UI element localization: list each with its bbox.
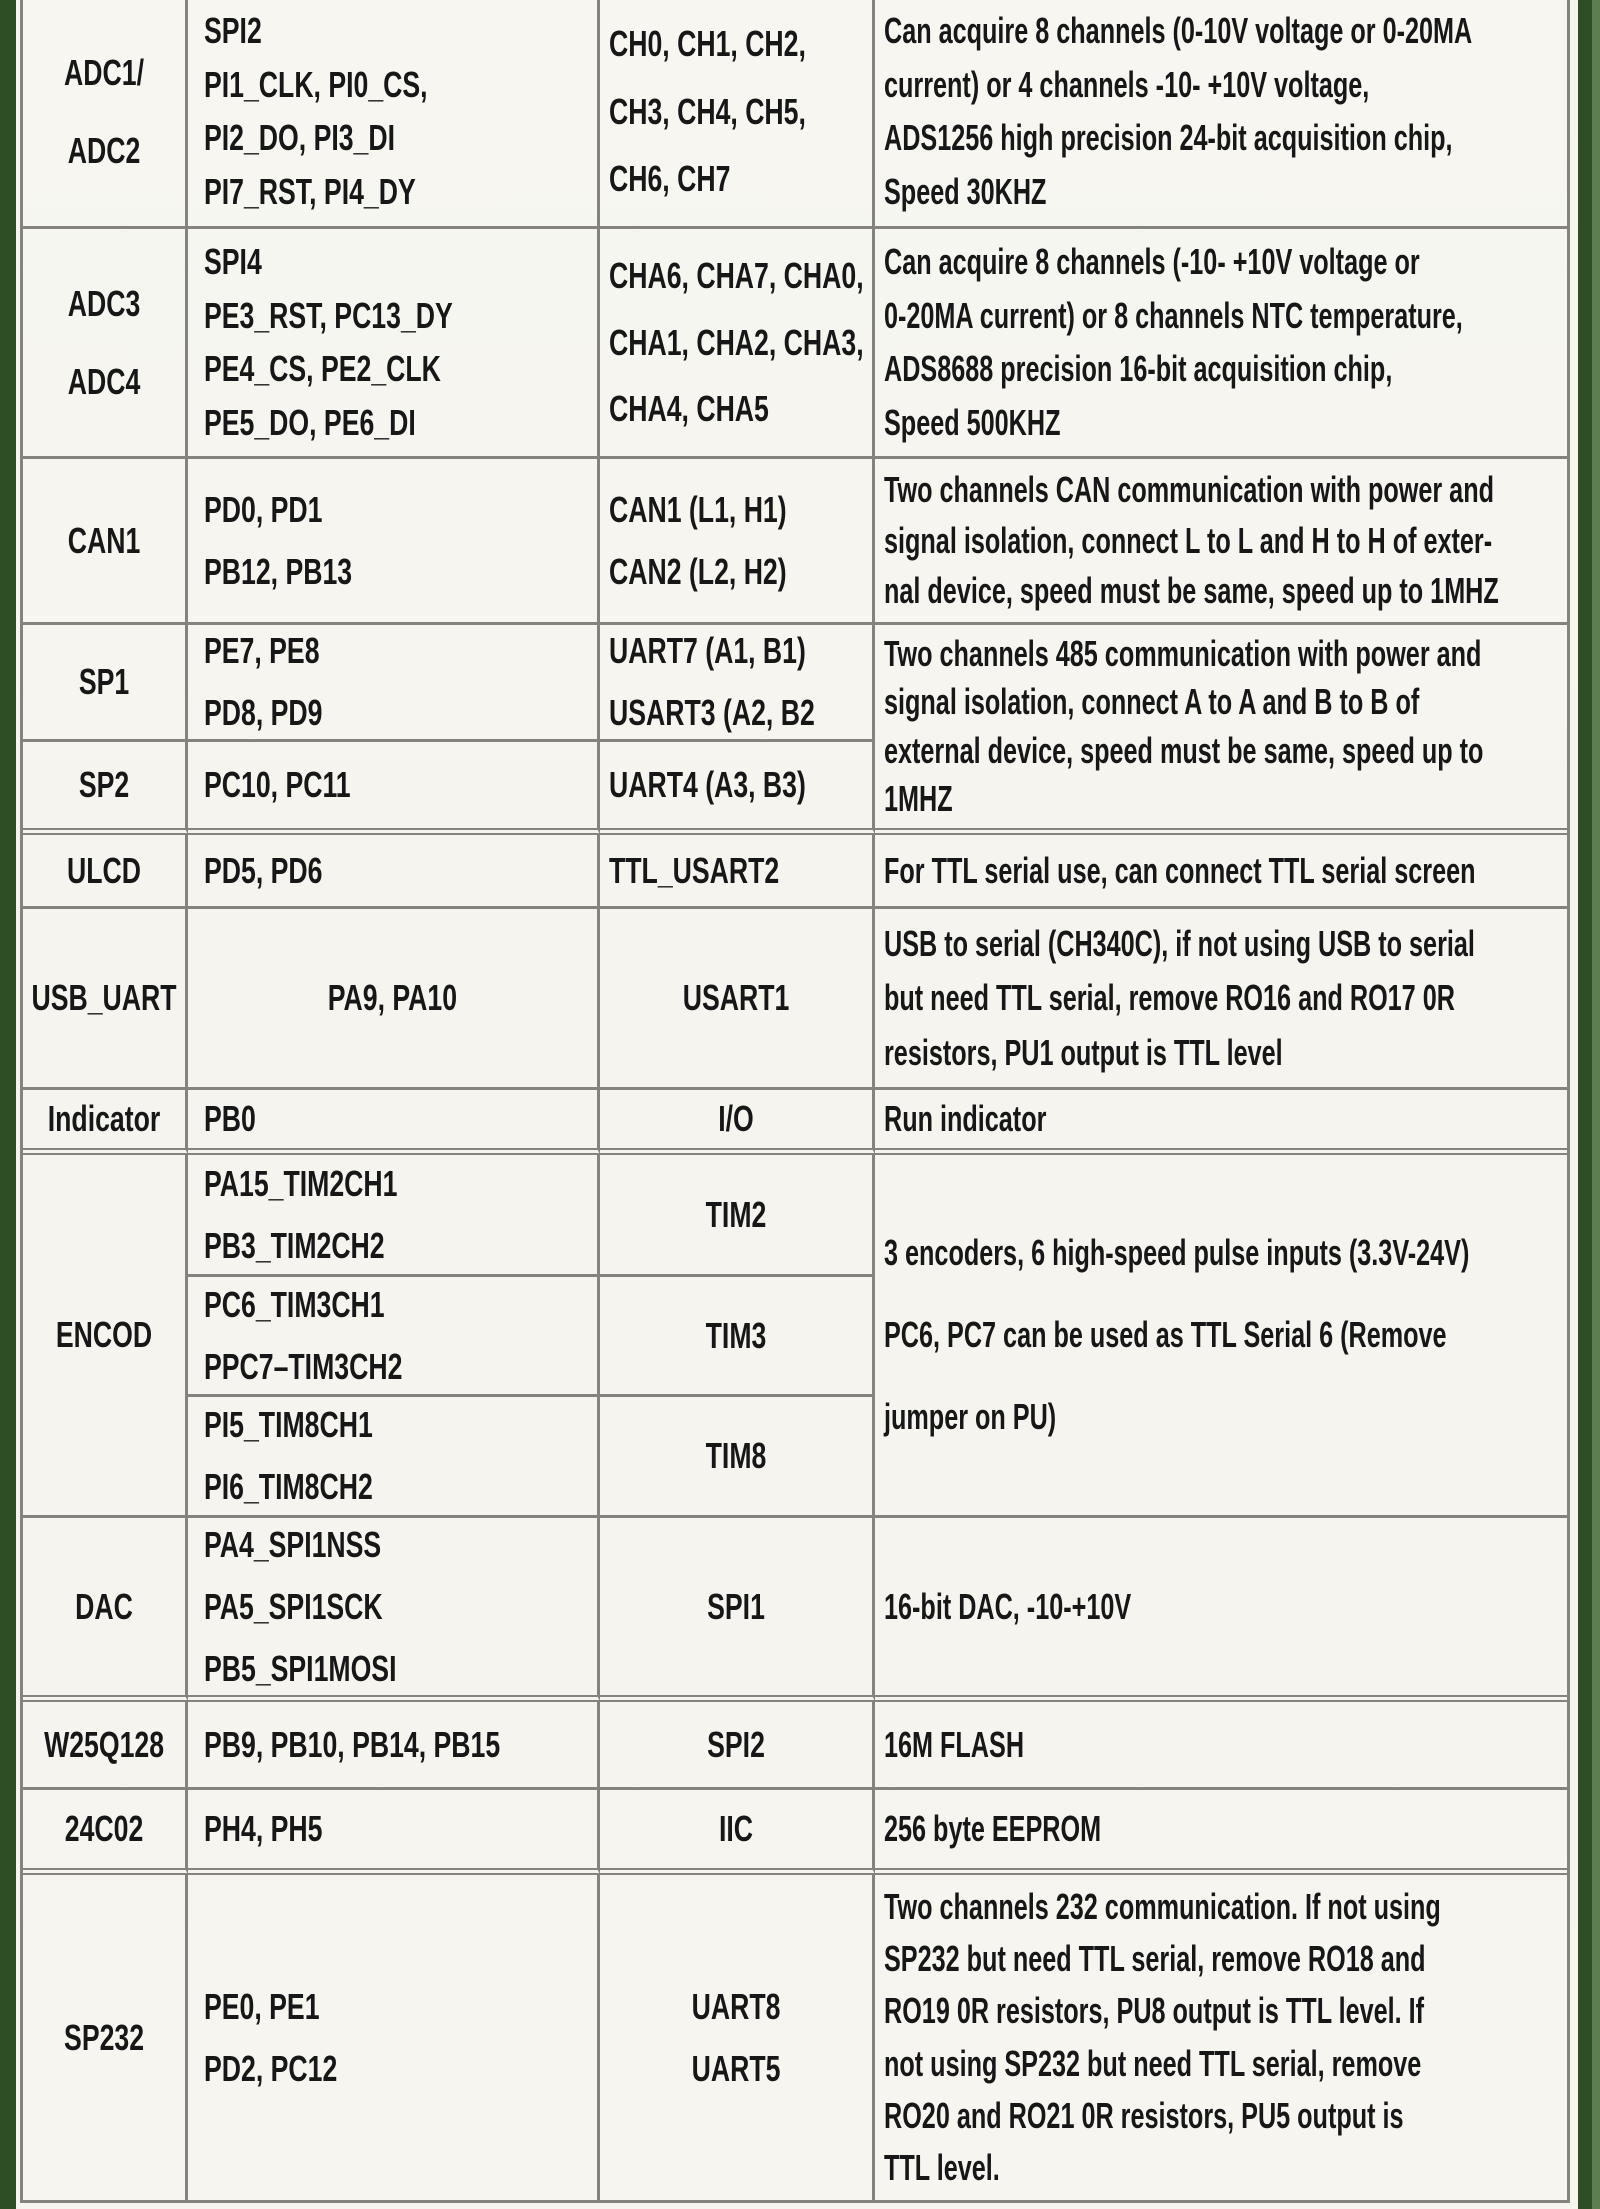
row-sp2-function-cell: [23, 742, 188, 835]
text-line: PA15_TIM2CH1: [204, 1162, 398, 1204]
row-sp1-pins-cell: [188, 625, 600, 742]
text-line: PD0, PD1: [204, 488, 323, 530]
row-dac-function-cell: [23, 1518, 188, 1702]
text-line: external device, speed must be same, speed up to: [884, 729, 1484, 771]
text-line: nal device, speed must be same, speed up to 1MHZ: [884, 570, 1499, 612]
text-line: CHA1, CHA2, CHA3,: [609, 321, 864, 363]
text-line: SPI2: [707, 1723, 765, 1765]
text-line: UART8: [691, 1985, 781, 2027]
text-line: ADC4: [67, 360, 141, 402]
text-line: 16-bit DAC, -10-+10V: [884, 1585, 1132, 1627]
text-line: PH4, PH5: [204, 1808, 323, 1849]
text-line: ADC3: [67, 282, 141, 324]
text-line: PC6_TIM3CH1: [204, 1283, 385, 1325]
text-line: For TTL serial use, can connect TTL serial screen: [884, 849, 1476, 891]
text-line: signal isolation, connect L to L and H to H of exter-: [884, 519, 1493, 561]
row-indicator-function-cell: [23, 1090, 188, 1155]
text-line: 3 encoders, 6 high-speed pulse inputs (3.3V-24V): [884, 1232, 1470, 1273]
text-line: PA9, PA10: [327, 977, 458, 1018]
text-line: TIM2: [705, 1193, 767, 1235]
text-line: 16M FLASH: [884, 1723, 1025, 1765]
row-indicator-pins-cell: [188, 1090, 600, 1155]
text-line: ADC2: [67, 129, 141, 171]
text-line: signal isolation, connect A to A and B to B of: [884, 681, 1420, 723]
row-can1-pins-cell: [188, 459, 600, 625]
text-line: SPI1: [707, 1585, 765, 1627]
row-sp2-pins-cell: [188, 742, 600, 835]
row-24c02-description-cell: [875, 1790, 1567, 1875]
row-ulcd-function-cell: [23, 835, 188, 909]
row-sp232-interface-cell: [600, 1875, 875, 2200]
row-dac-description-cell: [875, 1518, 1567, 1702]
text-line: ADC1/: [64, 51, 144, 93]
text-line: PC6, PC7 can be used as TTL Serial 6 (Remove: [884, 1314, 1447, 1355]
text-line: RO19 0R resistors, PU8 output is TTL level. If: [884, 1990, 1425, 2032]
photo-edge-strip: [1592, 0, 1600, 2209]
text-line: current) or 4 channels -10- +10V voltage,: [884, 63, 1370, 105]
text-line: PE3_RST, PC13_DY: [204, 294, 453, 336]
text-line: PB9, PB10, PB14, PB15: [204, 1723, 501, 1765]
text-line: Indicator: [47, 1098, 161, 1139]
text-line: 24C02: [64, 1808, 144, 1849]
row-indicator-description-cell: [875, 1090, 1567, 1155]
text-line: IIC: [718, 1808, 754, 1849]
row-sp1-function-cell: [23, 625, 188, 742]
text-line: TTL_USART2: [609, 849, 780, 891]
text-line: Two channels 232 communication. If not using: [884, 1886, 1441, 1928]
row-adc1-adc2-description-cell: [875, 0, 1567, 229]
row-w25q128-pins-cell: [188, 1702, 600, 1790]
text-line: USART3 (A2, B2: [609, 692, 815, 733]
text-line: PI5_TIM8CH1: [204, 1404, 373, 1445]
row-usb-uart-description-cell: [875, 909, 1567, 1090]
text-line: Run indicator: [884, 1098, 1047, 1139]
row-w25q128-description-cell: [875, 1702, 1567, 1790]
row-usb-uart-pins-cell: [188, 909, 600, 1090]
text-line: ADS8688 precision 16-bit acquisition chip,: [884, 348, 1393, 390]
text-line: PE4_CS, PE2_CLK: [204, 348, 441, 390]
text-line: Two channels 485 communication with power and: [884, 632, 1482, 674]
text-line: PB5_SPI1MOSI: [204, 1647, 397, 1689]
row-sp232-pins-cell: [188, 1875, 600, 2200]
text-line: CHA4, CHA5: [609, 388, 769, 430]
text-line: PD5, PD6: [204, 849, 323, 891]
row-ulcd-description-cell: [875, 835, 1567, 909]
text-line: PA4_SPI1NSS: [204, 1523, 382, 1565]
text-line: UART4 (A3, B3): [609, 764, 806, 805]
text-line: but need TTL serial, remove RO16 and RO17 0R: [884, 977, 1455, 1018]
text-line: PI2_DO, PI3_DI: [204, 117, 396, 159]
row-dac-interface-cell: [600, 1518, 875, 1702]
text-line: CH6, CH7: [609, 157, 731, 199]
row-encod-tim2-function-cell: [23, 1155, 188, 1518]
text-line: SP232 but need TTL serial, remove RO18 and: [884, 1938, 1426, 1980]
row-24c02-function-cell: [23, 1790, 188, 1875]
text-line: CAN1 (L1, H1): [609, 488, 787, 530]
text-line: Speed 500KHZ: [884, 401, 1061, 443]
row-adc3-adc4-description-cell: [875, 229, 1567, 459]
row-encod-tim3-interface-cell: [600, 1277, 875, 1397]
text-line: PE0, PE1: [204, 1985, 320, 2027]
row-can1-function-cell: [23, 459, 188, 625]
row-w25q128-interface-cell: [600, 1702, 875, 1790]
text-line: PE7, PE8: [204, 630, 320, 671]
text-line: PB12, PB13: [204, 550, 353, 592]
text-line: RO20 and RO21 0R resistors, PU5 output is: [884, 2094, 1404, 2136]
text-line: resistors, PU1 output is TTL level: [884, 1031, 1283, 1073]
row-adc3-adc4-interface-cell: [600, 229, 875, 459]
row-usb-uart-interface-cell: [600, 909, 875, 1090]
text-line: PA5_SPI1SCK: [204, 1585, 383, 1627]
pinout-table: [20, 0, 1570, 2203]
text-line: ADS1256 high precision 24-bit acquisition chip,: [884, 117, 1453, 159]
text-line: SPI2: [204, 9, 262, 51]
text-line: PD2, PC12: [204, 2047, 338, 2089]
row-can1-interface-cell: [600, 459, 875, 625]
row-adc1-adc2-function-cell: [23, 0, 188, 229]
text-line: PI7_RST, PI4_DY: [204, 171, 416, 213]
row-encod-tim2-pins-cell: [188, 1155, 600, 1277]
text-line: DAC: [75, 1585, 133, 1627]
text-line: USB_UART: [31, 977, 177, 1018]
text-line: not using SP232 but need TTL serial, remove: [884, 2042, 1422, 2084]
text-line: Speed 30KHZ: [884, 171, 1047, 213]
text-line: ENCOD: [55, 1314, 153, 1355]
row-indicator-interface-cell: [600, 1090, 875, 1155]
text-line: SP232: [64, 2016, 144, 2058]
text-line: SP2: [78, 764, 130, 805]
text-line: W25Q128: [44, 1723, 164, 1765]
text-line: PB0: [204, 1098, 256, 1139]
text-line: Can acquire 8 channels (0-10V voltage or 0-20MA: [884, 9, 1473, 51]
text-line: CAN1: [67, 519, 141, 561]
row-adc3-adc4-pins-cell: [188, 229, 600, 459]
row-encod-tim8-pins-cell: [188, 1397, 600, 1518]
text-line: CH3, CH4, CH5,: [609, 90, 806, 132]
text-line: PPC7–TIM3CH2: [204, 1345, 403, 1387]
text-line: PC10, PC11: [204, 764, 351, 805]
text-line: UART7 (A1, B1): [609, 630, 806, 671]
row-24c02-pins-cell: [188, 1790, 600, 1875]
text-line: jumper on PU): [884, 1396, 1057, 1437]
text-line: ULCD: [66, 849, 141, 891]
text-line: 0-20MA current) or 8 channels NTC temperature,: [884, 294, 1463, 336]
text-line: USART1: [682, 977, 790, 1018]
row-encod-tim2-description-cell: [875, 1155, 1567, 1518]
row-can1-description-cell: [875, 459, 1567, 625]
row-encod-tim8-interface-cell: [600, 1397, 875, 1518]
text-line: PI1_CLK, PI0_CS,: [204, 63, 428, 105]
text-line: CAN2 (L2, H2): [609, 550, 787, 592]
text-line: 1MHZ: [884, 778, 953, 820]
text-line: Two channels CAN communication with power and: [884, 468, 1494, 510]
text-line: SP1: [78, 661, 130, 702]
text-line: SPI4: [204, 241, 262, 283]
row-encod-tim2-interface-cell: [600, 1155, 875, 1277]
row-adc3-adc4-function-cell: [23, 229, 188, 459]
row-ulcd-interface-cell: [600, 835, 875, 909]
text-line: Can acquire 8 channels (-10- +10V voltage or: [884, 241, 1420, 283]
text-line: TTL level.: [884, 2146, 1000, 2188]
text-line: PB3_TIM2CH2: [204, 1224, 385, 1266]
row-adc1-adc2-interface-cell: [600, 0, 875, 229]
row-dac-pins-cell: [188, 1518, 600, 1702]
row-encod-tim3-pins-cell: [188, 1277, 600, 1397]
row-sp232-description-cell: [875, 1875, 1567, 2200]
text-line: I/O: [718, 1098, 754, 1139]
text-line: 256 byte EEPROM: [884, 1808, 1102, 1849]
row-adc1-adc2-pins-cell: [188, 0, 600, 229]
text-line: CHA6, CHA7, CHA0,: [609, 254, 864, 296]
row-sp232-function-cell: [23, 1875, 188, 2200]
row-w25q128-function-cell: [23, 1702, 188, 1790]
text-line: TIM8: [705, 1435, 767, 1476]
row-ulcd-pins-cell: [188, 835, 600, 909]
text-line: UART5: [691, 2047, 781, 2089]
text-line: CH0, CH1, CH2,: [609, 23, 806, 65]
row-sp1-interface-cell: [600, 625, 875, 742]
text-line: PD8, PD9: [204, 692, 323, 733]
text-line: PI6_TIM8CH2: [204, 1466, 373, 1507]
row-24c02-interface-cell: [600, 1790, 875, 1875]
row-usb-uart-function-cell: [23, 909, 188, 1090]
row-sp2-interface-cell: [600, 742, 875, 835]
row-sp1-description-cell: [875, 625, 1567, 835]
text-line: USB to serial (CH340C), if not using USB to serial: [884, 922, 1475, 964]
text-line: TIM3: [705, 1314, 767, 1356]
text-line: PE5_DO, PE6_DI: [204, 401, 416, 443]
